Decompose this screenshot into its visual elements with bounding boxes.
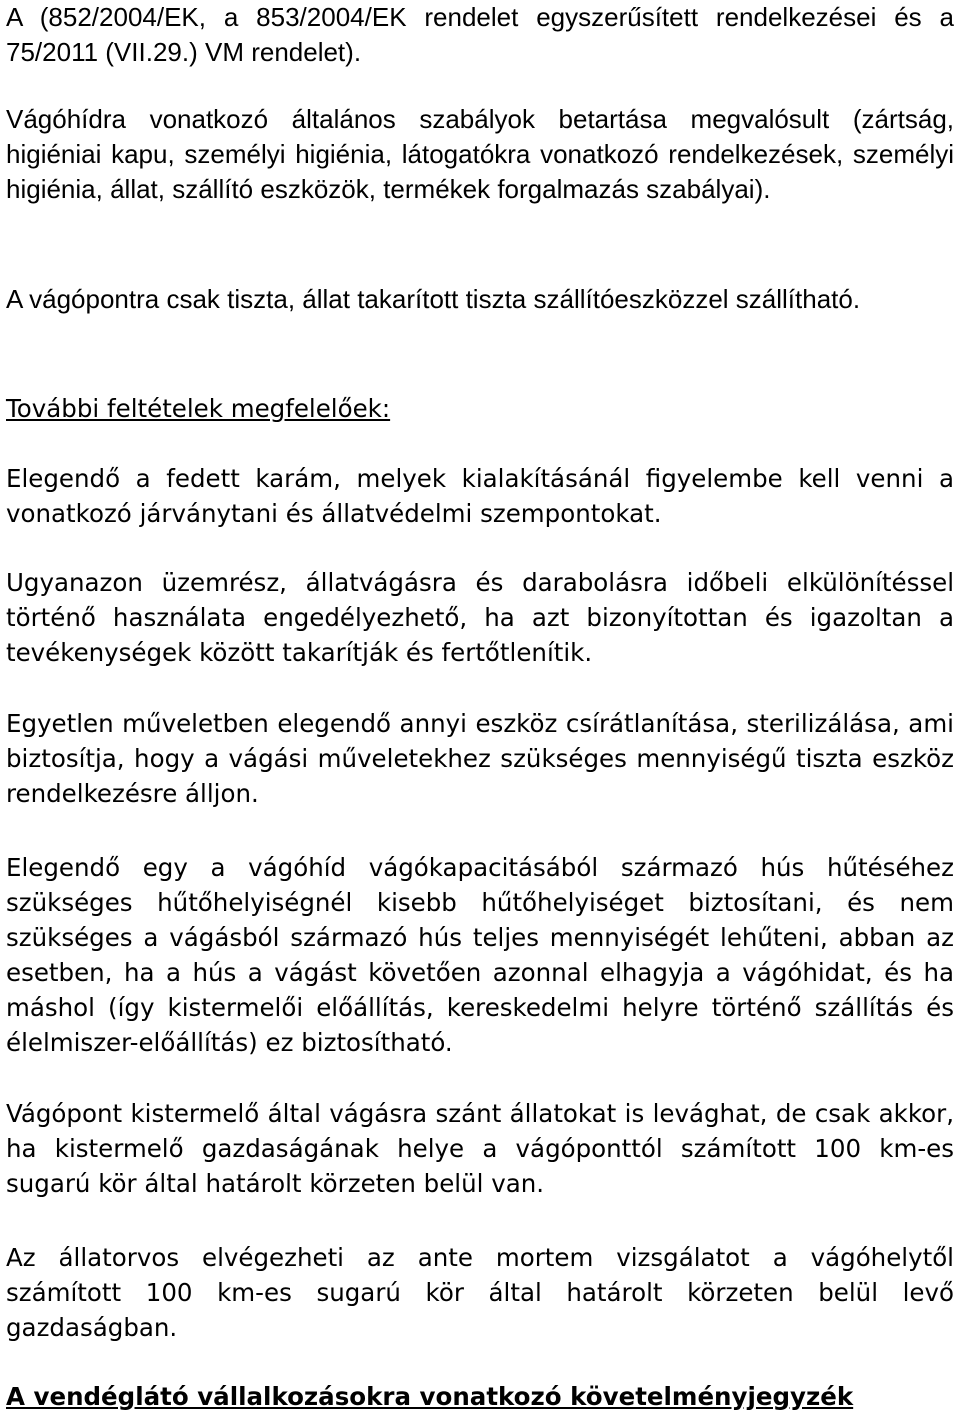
small-producer-paragraph: Vágópont kistermelő által vágásra szánt állatokat is levághat, de csak akkor, ha kistermelő gazdaságának helye a vágóponttól számított 100 km-es sugarú kör által határolt körzeten belül van. — [6, 1099, 954, 1198]
transport-paragraph: A vágópontra csak tiszta, állat takarított tiszta szállítóeszközzel szállítható. — [6, 284, 861, 314]
covered-pen-paragraph: Elegendő a fedett karám, melyek kialakításánál figyelembe kell venni a vonatkozó járványtani és állatvédelmi szempontokat. — [6, 464, 954, 528]
tool-sterilization-paragraph: Egyetlen műveletben elegendő annyi eszköz csírátlanítása, sterilizálása, ami biztosítja, hogy a vágási műveletekhez szükséges mennyiségű tiszta eszköz rendelkezésre álljon. — [6, 709, 954, 808]
regulation-reference-paragraph: A (852/2004/EK, a 853/2004/EK rendelet egyszerűsített rendelkezései és a 75/2011 (VII.29.) VM rendelet). — [6, 2, 954, 67]
veterinarian-paragraph: Az állatorvos elvégezheti az ante mortem vizsgálatot a vágóhelytől számított 100 km-es sugarú kör által határolt körzeten belül levő gazdaságban. — [6, 1243, 954, 1342]
plant-section-usage-paragraph: Ugyanazon üzemrész, állatvágásra és darabolásra időbeli elkülönítéssel történő használata engedélyezhető, ha azt bizonyítottan és igazoltan a tevékenységek között takarítják és fertőtlenítik. — [6, 568, 954, 667]
cooling-room-paragraph: Elegendő egy a vágóhíd vágókapacitásából származó hús hűtéséhez szükséges hűtőhelyiségnél kisebb hűtőhelyiséget biztosítani, és nem szükséges a vágásból származó hús teljes mennyiségét lehűteni, abban az esetben, ha a hús a vágást követően azonnal elhagyja a vágóhidat, és ha máshol (így kistermelői előállítás, kereskedelmi helyre történő szállítás és élelmiszer-előállítás) ez biztosítható. — [6, 853, 954, 1057]
general-rules-paragraph: Vágóhídra vonatkozó általános szabályok betartása megvalósult (zártság, higiéniai kapu, személyi higiénia, látogatókra vonatkozó rendelkezések, személyi higiénia, állat, szállító eszközök, termékek forgalmazás szabályai). — [6, 104, 954, 204]
further-conditions-heading: További feltételek megfelelőek: — [6, 394, 391, 423]
catering-requirements-heading: A vendéglátó vállalkozásokra vonatkozó követelményjegyzék — [6, 1382, 854, 1411]
